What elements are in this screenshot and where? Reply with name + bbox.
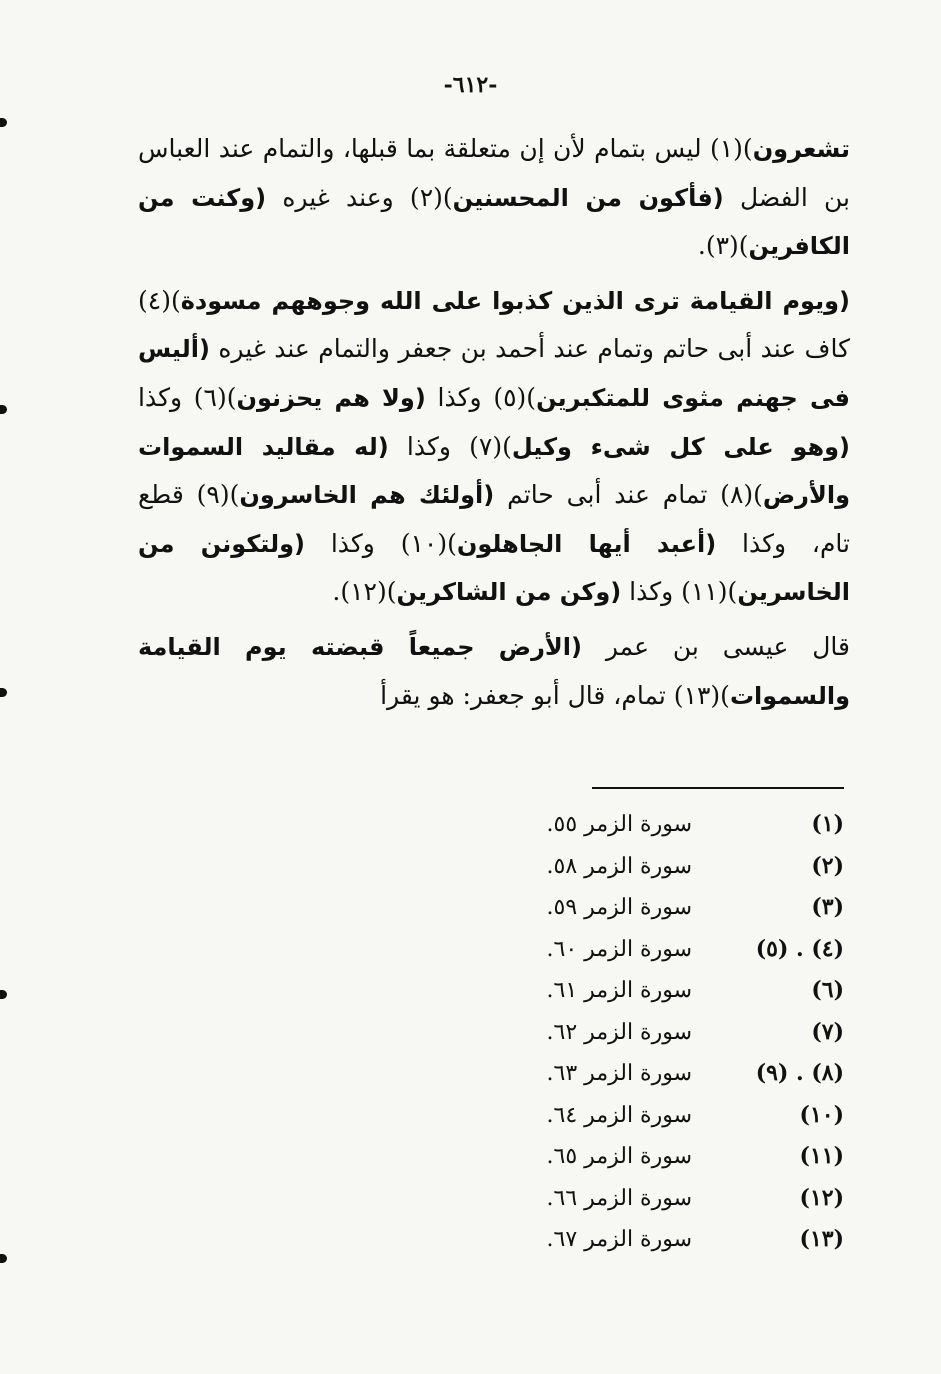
footnote-row xyxy=(480,1136,848,1178)
commentary-text: )(٢) وعند غيره xyxy=(266,182,453,212)
footnote-row xyxy=(480,970,848,1012)
quran-quote: (الأرض جميعاً قبضته يوم القيامة والسموات xyxy=(138,632,850,710)
commentary-text: )(٥) وكذا xyxy=(425,382,537,412)
quran-quote: (أولئك هم الخاسرون xyxy=(239,481,495,510)
commentary-text: )(١٠) وكذا xyxy=(305,528,457,558)
quran-quote: (له مقاليد السموات والأرض xyxy=(138,432,851,510)
commentary-text: )(٨) تمام عند أبى حاتم xyxy=(494,480,763,510)
quran-quote: (وكن من الشاكرين xyxy=(396,578,622,607)
footnote-row xyxy=(480,846,848,888)
commentary-text: )(٤) كاف عند أبى حاتم وتمام عند أحمد بن جعفر والتمام عند غيره xyxy=(138,285,850,364)
footnote-row xyxy=(480,929,848,971)
footnote-marker: (٧) xyxy=(811,1018,844,1045)
footnote-text: سورة الزمر ٥٩. xyxy=(546,895,692,920)
quran-quote: (وهو على كل شىء وكيل xyxy=(511,432,850,461)
quran-quote: (أليس فى جهنم مثوى للمتكبرين xyxy=(138,335,850,412)
footnote-marker: (٨) . (٩) xyxy=(755,1060,844,1086)
commentary-text: )(٩) قطع تام، وكذا xyxy=(138,480,851,558)
footnote-row xyxy=(480,1095,848,1137)
page-number: -٦١٢- xyxy=(443,72,498,98)
footnote-text: سورة الزمر ٥٥. xyxy=(546,812,692,837)
commentary-text: )(٣). xyxy=(697,231,749,261)
footnote-row xyxy=(480,804,848,846)
paragraph-3 xyxy=(138,623,850,720)
footnote-text: سورة الزمر ٥٨. xyxy=(546,853,692,879)
footnotes xyxy=(480,804,848,1261)
quran-quote: تشعرون xyxy=(752,135,850,163)
footnote-row xyxy=(480,1178,848,1220)
footnote-marker: (٤) . (٥) xyxy=(755,935,844,962)
commentary-text: )(٧) وكذا xyxy=(388,431,512,461)
footnote-marker: (١٢) xyxy=(799,1184,844,1211)
scan-edge-mark xyxy=(0,1254,7,1263)
footnote-row xyxy=(480,1219,848,1261)
quran-quote: (ويوم القيامة ترى الذين كذبوا على الله وجوههم مسودة xyxy=(180,286,850,315)
footnote-text: سورة الزمر ٦٢. xyxy=(546,1019,692,1045)
footnote-marker: (١١) xyxy=(799,1143,844,1169)
footnote-text: سورة الزمر ٦٦. xyxy=(546,1185,692,1211)
footnote-marker: (٣) xyxy=(811,894,844,920)
scan-edge-mark xyxy=(0,688,7,697)
quran-quote: (ولا هم يحزنون xyxy=(236,383,426,412)
footnote-text: سورة الزمر ٦٤. xyxy=(546,1102,692,1128)
footnote-row xyxy=(480,887,848,929)
paragraph-2 xyxy=(138,277,850,617)
footnote-marker: (١) xyxy=(811,811,844,837)
scan-edge-mark xyxy=(0,990,7,999)
quran-quote: (فأكون من المحسنين xyxy=(452,183,724,212)
main-text xyxy=(138,125,850,726)
commentary-text: )(١١) وكذا xyxy=(621,577,738,607)
quran-quote: (أعبد أيها الجاهلون xyxy=(456,529,717,558)
scan-edge-mark xyxy=(0,405,7,414)
footnote-marker: (١٠) xyxy=(799,1101,844,1128)
footnote-text: سورة الزمر ٦٣. xyxy=(546,1061,692,1086)
commentary-text: )(٦) وكذا xyxy=(138,382,237,412)
quran-quote: (وكنت من الكافرين xyxy=(138,183,850,261)
commentary-text: قال عيسى بن عمر xyxy=(581,631,850,661)
quran-quote: (ولتكونن من الخاسرين xyxy=(138,529,850,607)
footnote-text: سورة الزمر ٦٥. xyxy=(546,1144,692,1169)
commentary-text: )(١٢). xyxy=(332,577,397,607)
commentary-text: )(١) ليس بتمام لأن إن متعلقة بما قبلها، والتمام عند العباس بن الفضل xyxy=(138,134,850,212)
scan-edge-mark xyxy=(0,118,7,127)
footnote-row xyxy=(480,1012,848,1054)
commentary-text: )(١٣) تمام، قال أبو جعفر: هو يقرأ xyxy=(380,680,730,710)
paragraph-1 xyxy=(138,125,850,271)
footnote-marker: (١٣) xyxy=(799,1226,844,1252)
footnote-marker: (٢) xyxy=(811,852,844,879)
footnote-text: سورة الزمر ٦٧. xyxy=(546,1227,692,1252)
footnote-text: سورة الزمر ٦٠. xyxy=(546,936,692,962)
footnote-divider xyxy=(592,787,844,789)
footnote-marker: (٦) xyxy=(811,977,844,1003)
footnote-text: سورة الزمر ٦١. xyxy=(546,978,692,1003)
footnote-row xyxy=(480,1053,848,1095)
